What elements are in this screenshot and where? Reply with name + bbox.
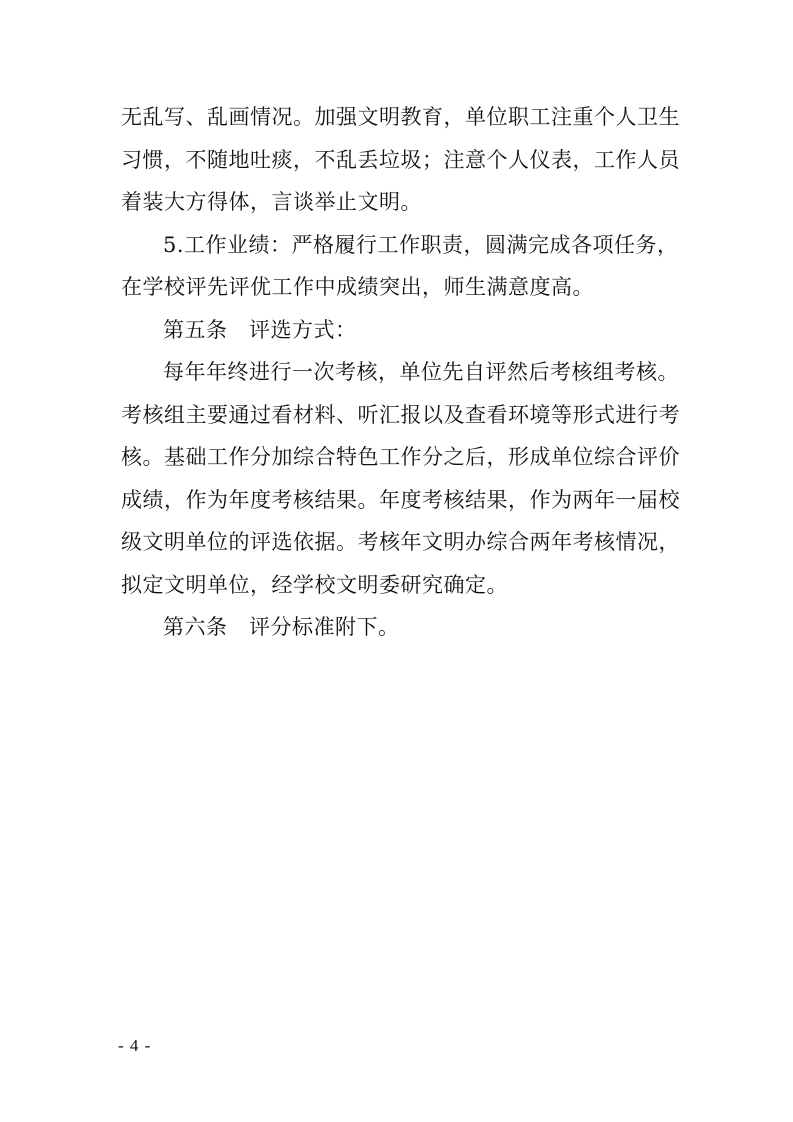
text-line: 级文明单位的评选依据。考核年文明办综合两年考核情况， [121,530,680,554]
text-line: 考核组主要通过看材料、听汇报以及查看环境等形式进行考 [121,402,680,427]
text-line: 在学校评先评优工作中成绩突出，师生满意度高。 [121,275,594,299]
text-line: 5.工作业绩：严格履行工作职责，圆满完成各项任务， [163,232,679,257]
text-line: 习惯，不随地吐痰，不乱丢垃圾；注意个人仪表，工作人员 [121,147,680,172]
text-line: 着装大方得体，言谈举止文明。 [121,190,422,214]
section-heading: 第五条 评选方式： [163,317,357,342]
text-line: 无乱写、乱画情况。加强文明教育，单位职工注重个人卫生 [121,105,680,129]
document-body [121,96,681,649]
text-line: 核。基础工作分加综合特色工作分之后，形成单位综合评价 [121,445,680,469]
text-line: 拟定文明单位，经学校文明委研究确定。 [121,572,508,597]
text-line: 成绩，作为年度考核结果。年度考核结果，作为两年一届校 [121,487,680,512]
text-line: 每年年终进行一次考核，单位先自评然后考核组考核。 [163,360,679,384]
section-heading: 第六条 评分标准附下。 [163,615,400,639]
page-number: - 4 - [118,1036,152,1055]
